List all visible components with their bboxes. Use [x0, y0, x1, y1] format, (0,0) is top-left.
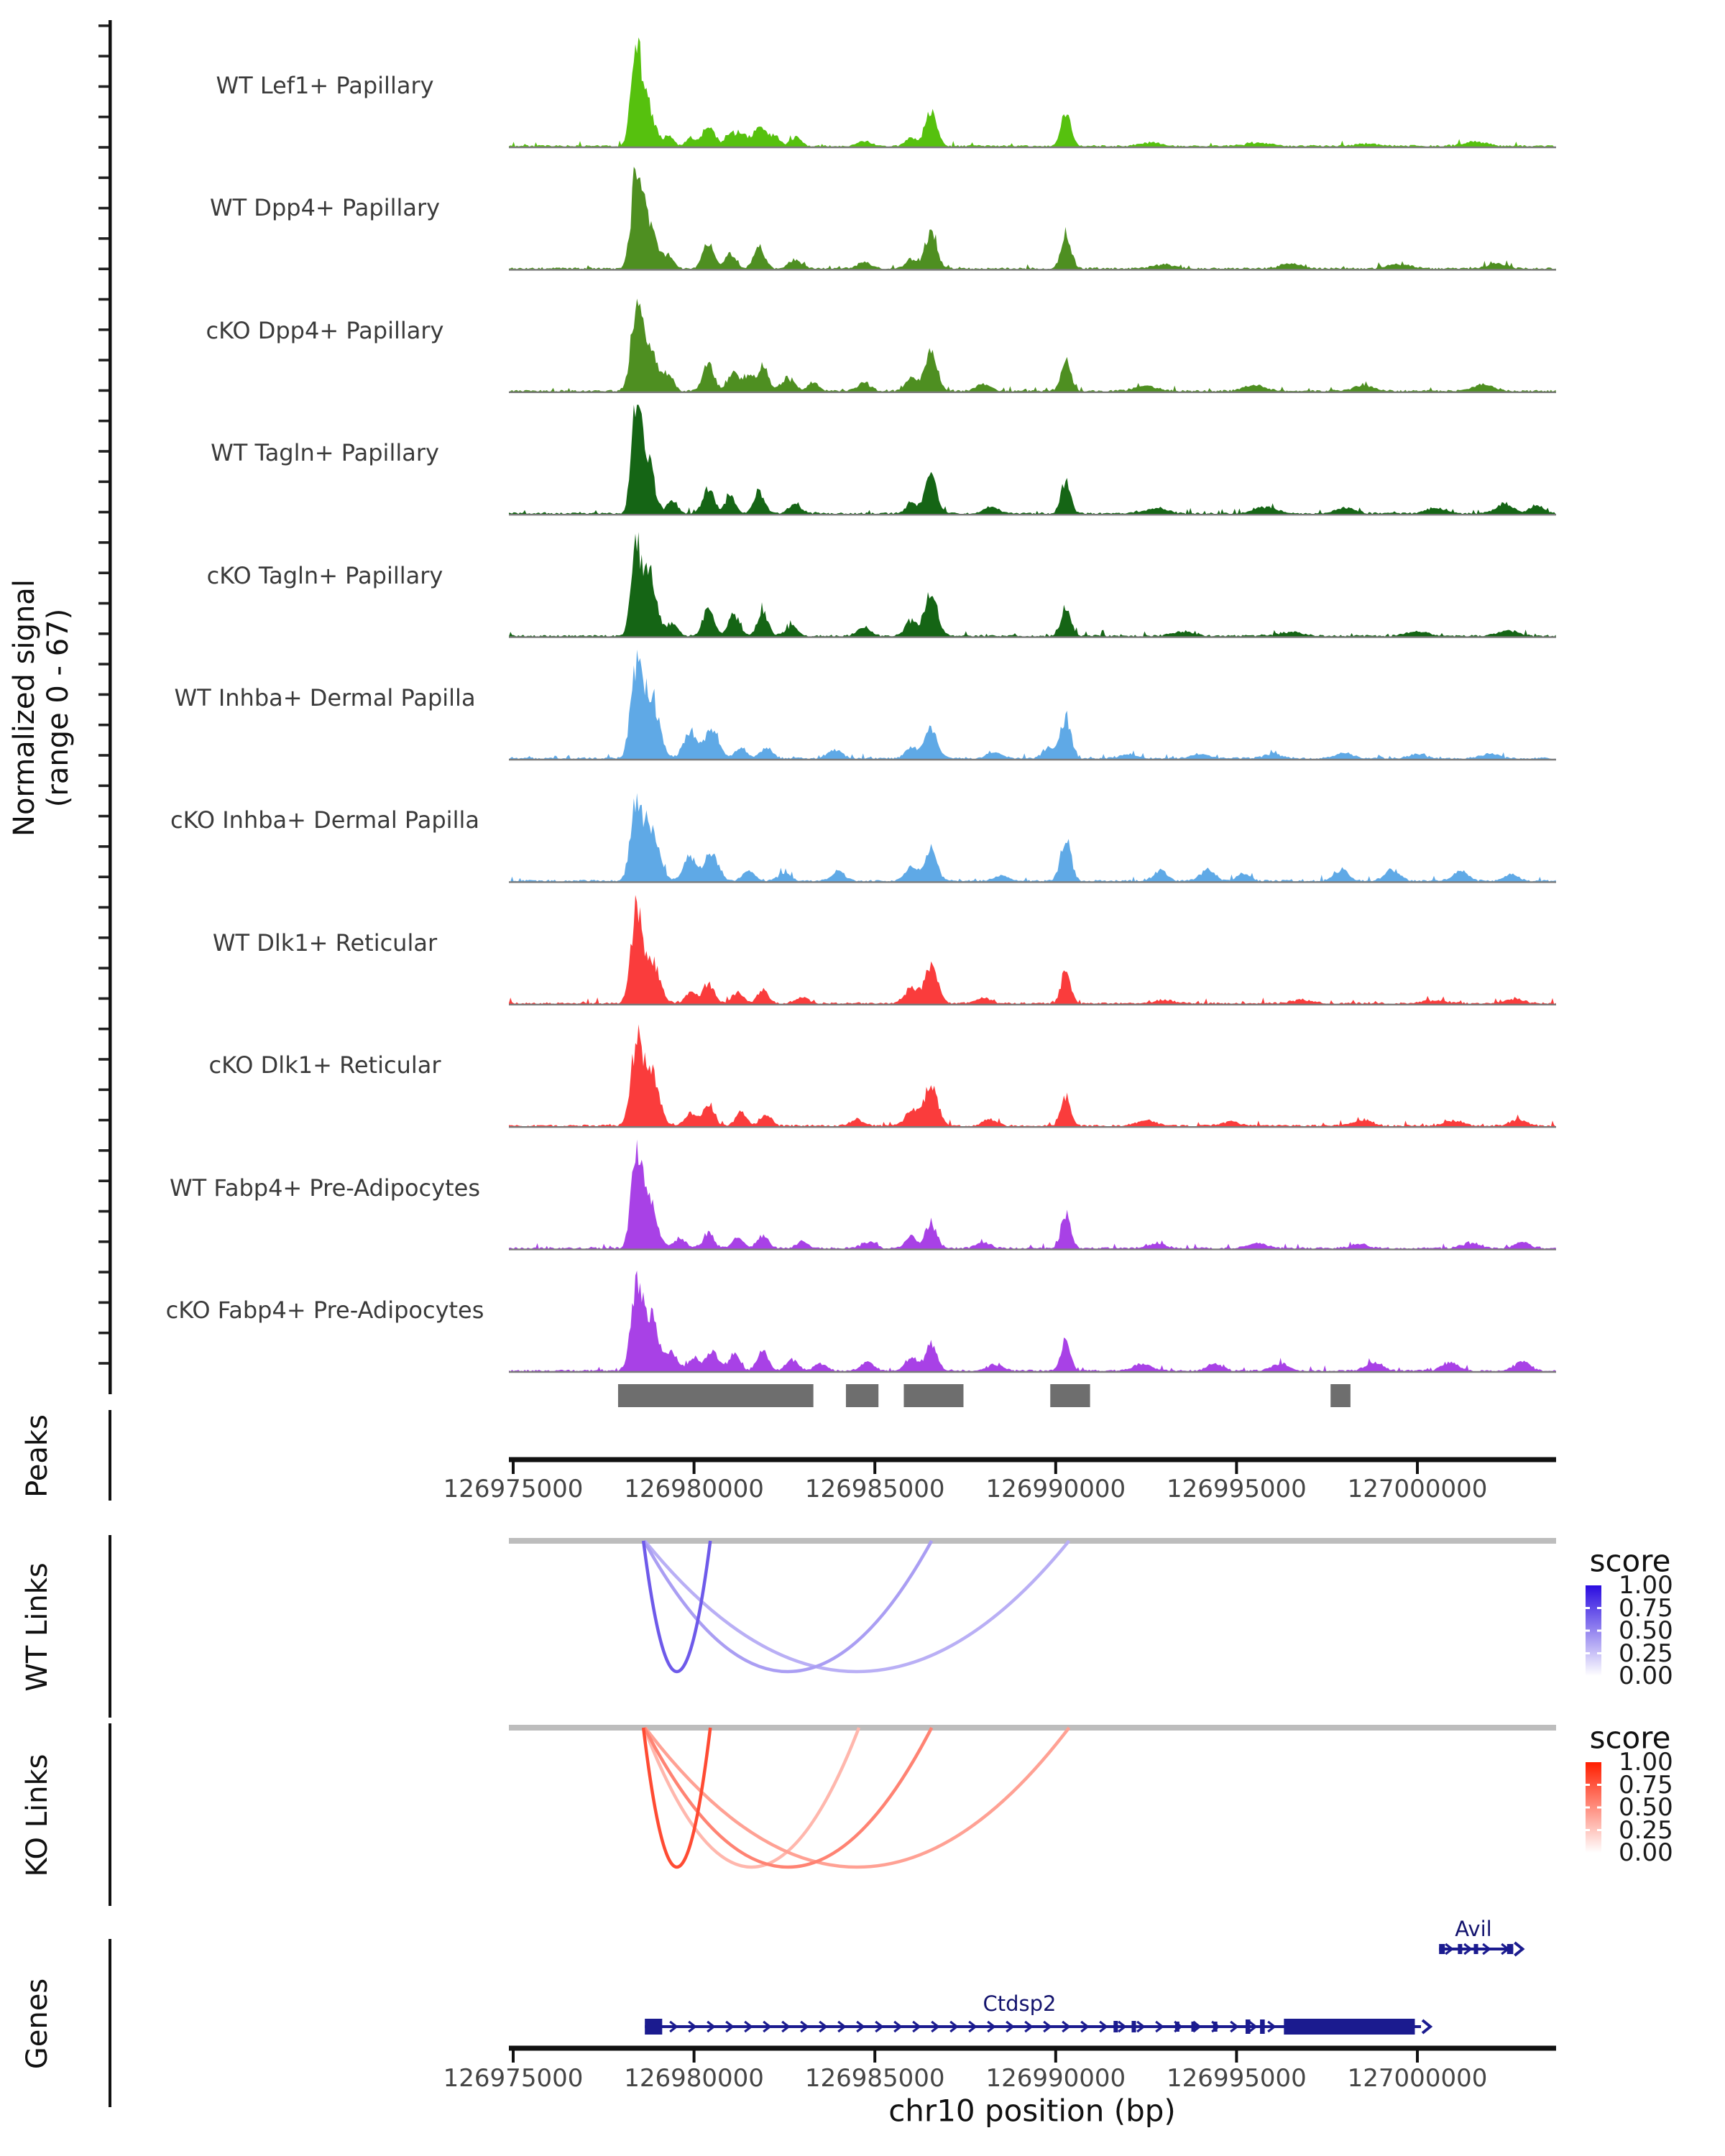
signal-axis-tick	[98, 694, 109, 696]
signal-axis-tick	[98, 55, 109, 57]
wt-score-legend-bar-tick	[1597, 1607, 1601, 1609]
signal-axis-title-line2: (range 0 - 67)	[42, 608, 75, 808]
signal-axis-tick	[98, 998, 109, 1000]
peak-interval	[1050, 1384, 1090, 1407]
genome-axis-tick	[512, 1462, 515, 1474]
signal-track-area	[509, 793, 1556, 883]
signal-axis-title-line1: Normalized signal	[7, 579, 41, 837]
wt-score-legend-bar-tick	[1586, 1652, 1590, 1654]
ko-link-baseline	[509, 1725, 1556, 1731]
wt-score-legend-bar-tick	[1597, 1652, 1601, 1654]
ko-score-legend-bar-tick	[1597, 1829, 1601, 1831]
signal-axis-tick	[98, 390, 109, 392]
ko-score-legend-tick-label: 0.75	[1619, 1770, 1673, 1800]
wt-score-legend-tick-label: 0.50	[1619, 1616, 1673, 1645]
genome-axis-tick	[1416, 1462, 1419, 1474]
signal-track-area	[509, 37, 1556, 147]
signal-axis-tick	[98, 845, 109, 848]
wt-score-legend-title: score	[1589, 1543, 1671, 1579]
signal-axis-tick	[98, 116, 109, 119]
signal-axis-tick	[98, 1240, 109, 1243]
signal-axis-tick	[98, 541, 109, 544]
genome-axis-tick-label: 126975000	[443, 2064, 584, 2093]
signal-axis-tick	[98, 906, 109, 909]
wt-link-arc	[643, 1541, 710, 1672]
gene-exon	[1458, 1944, 1462, 1954]
signal-track-area	[509, 1024, 1556, 1127]
genome-axis-tick	[1235, 1462, 1238, 1474]
wt-score-legend-bar-tick	[1586, 1630, 1590, 1632]
signal-track-area	[509, 405, 1556, 515]
ko-score-legend-bar-tick	[1597, 1807, 1601, 1809]
genome-axis-tick	[693, 2050, 696, 2063]
genome-axis-tick-label: 127000000	[1347, 2064, 1488, 2093]
signal-axis-tick	[98, 1179, 109, 1182]
signal-axis-tick	[98, 420, 109, 423]
x-axis-title: chr10 position (bp)	[888, 2093, 1176, 2129]
gene-exon	[1284, 2019, 1414, 2035]
signal-axis-tick	[98, 359, 109, 361]
signal-axis-tick	[98, 602, 109, 605]
signal-axis-tick	[98, 1058, 109, 1061]
wt-score-legend-tick-label: 0.00	[1619, 1662, 1673, 1690]
signal-track-area	[509, 650, 1556, 760]
genome-axis-tick-label: 127000000	[1347, 1475, 1488, 1503]
signal-track-area	[509, 532, 1556, 637]
ko-score-legend-tick-label: 0.00	[1619, 1838, 1673, 1867]
wt-score-legend-tick-label: 0.75	[1619, 1593, 1673, 1623]
track-label: cKO Inhba+ Dermal Papilla	[170, 806, 479, 834]
signal-axis-title	[8, 579, 75, 837]
gene-end-arrowhead	[1514, 1943, 1522, 1955]
signal-axis-tick	[98, 146, 109, 149]
ko-score-legend-tick-label: 0.25	[1619, 1815, 1673, 1845]
signal-axis-tick	[98, 1149, 109, 1152]
peak-interval	[1330, 1384, 1351, 1407]
ko-score-legend-bar-tick	[1586, 1829, 1590, 1831]
track-label: WT Inhba+ Dermal Papilla	[174, 684, 476, 711]
signal-axis-tick	[98, 936, 109, 939]
signal-axis-tick	[98, 298, 109, 301]
genes-bracket	[109, 1939, 111, 2107]
signal-axis-tick	[98, 450, 109, 453]
genome-axis-tick-label: 126985000	[804, 1475, 945, 1503]
signal-axis-tick	[98, 177, 109, 180]
signal-axis-tick	[98, 785, 109, 788]
ko-score-legend-title: score	[1589, 1720, 1671, 1756]
signal-axis-tick	[98, 1362, 109, 1365]
ko-links-panel-label: KO Links	[21, 1754, 54, 1877]
track-label: WT Lef1+ Papillary	[216, 72, 434, 99]
wt-score-legend-bar-tick	[1597, 1630, 1601, 1632]
gene-exon	[1131, 2021, 1136, 2032]
gene-exon	[1113, 2021, 1118, 2032]
signal-axis-tick	[98, 967, 109, 969]
genome-axis-tick	[1054, 2050, 1057, 2063]
wt-link-baseline	[509, 1538, 1556, 1544]
track-label: WT Fabp4+ Pre-Adipocytes	[170, 1174, 480, 1202]
wt-links-bracket	[109, 1535, 111, 1718]
gene-end-arrowhead	[1422, 2020, 1430, 2033]
ko-link-arc	[644, 1728, 859, 1867]
genome-axis-tick-label: 126995000	[1167, 2064, 1307, 2093]
signal-axis-line	[109, 20, 112, 1394]
genome-axis-tick	[1235, 2050, 1238, 2063]
genome-axis-tick	[1416, 2050, 1419, 2063]
gene-exon	[1213, 2022, 1218, 2032]
gene-label: Avil	[1455, 1917, 1492, 1941]
track-label: cKO Dpp4+ Papillary	[206, 316, 444, 344]
gene-exon	[645, 2019, 662, 2035]
track-label: WT Tagln+ Papillary	[211, 439, 439, 467]
genome-axis-tick-label: 126980000	[624, 2064, 764, 2093]
gene-exon	[1192, 2022, 1196, 2032]
ko-score-legend-bar-tick	[1586, 1784, 1590, 1786]
wt-links-panel-label: WT Links	[21, 1562, 54, 1692]
signal-axis-tick	[98, 328, 109, 331]
signal-axis-tick	[98, 237, 109, 240]
signal-axis-tick	[98, 1089, 109, 1092]
peaks-panel-label: Peaks	[21, 1414, 54, 1498]
ko-score-legend-tick-label: 1.00	[1619, 1748, 1673, 1777]
genome-axis-tick	[1054, 1462, 1057, 1474]
genome-axis-tick	[512, 2050, 515, 2063]
genome-axis-tick	[693, 1462, 696, 1474]
gene-exon	[1473, 1944, 1478, 1954]
genome-axis-tick-label: 126995000	[1167, 1475, 1307, 1503]
genome-axis-tick	[873, 2050, 876, 2063]
signal-axis-tick	[98, 632, 109, 635]
ko-links-bracket	[109, 1723, 111, 1906]
genes-panel-label: Genes	[21, 1978, 54, 2070]
signal-track-area	[509, 895, 1556, 1005]
signal-axis-tick	[98, 24, 109, 27]
peak-interval	[846, 1384, 878, 1407]
signal-track-area	[509, 1140, 1556, 1250]
signal-axis-tick	[98, 724, 109, 727]
peak-interval	[618, 1384, 814, 1407]
genome-axis-tick-label: 126985000	[804, 2064, 945, 2093]
ko-score-legend-bar-tick	[1586, 1807, 1590, 1809]
track-label: cKO Dlk1+ Reticular	[208, 1051, 441, 1079]
peak-interval	[903, 1384, 963, 1407]
genome-axis-tick-label: 126975000	[443, 1475, 584, 1503]
gene-exon	[1246, 2019, 1251, 2034]
signal-track-area	[509, 1271, 1556, 1372]
track-label: cKO Fabp4+ Pre-Adipocytes	[165, 1296, 484, 1324]
signal-axis-tick	[98, 207, 109, 210]
gene-exon	[1439, 1944, 1445, 1954]
gene-exon	[1507, 1944, 1514, 1954]
signal-axis-tick	[98, 1302, 109, 1304]
genome-axis-tick-label: 126990000	[985, 1475, 1126, 1503]
wt-score-legend-bar-tick	[1586, 1607, 1590, 1609]
signal-track-area	[509, 167, 1556, 270]
signal-axis-tick	[98, 267, 109, 270]
genome-axis-tick-label: 126990000	[985, 2064, 1126, 2093]
signal-track-area	[509, 299, 1556, 392]
signal-axis-tick	[98, 815, 109, 818]
signal-axis-tick	[98, 481, 109, 484]
signal-axis-tick	[98, 875, 109, 878]
track-label: WT Dpp4+ Papillary	[209, 194, 441, 222]
signal-axis-tick	[98, 571, 109, 574]
gene-label: Ctdsp2	[983, 1991, 1057, 2016]
signal-axis-tick	[98, 1332, 109, 1335]
wt-score-legend-tick-label: 0.25	[1619, 1639, 1673, 1668]
ko-score-legend-bar-tick	[1597, 1784, 1601, 1786]
signal-axis-tick	[98, 86, 109, 88]
track-label: cKO Tagln+ Papillary	[206, 561, 443, 589]
genome-axis-tick	[873, 1462, 876, 1474]
ko-link-arc	[645, 1728, 932, 1867]
signal-axis-tick	[98, 511, 109, 514]
track-label: WT Dlk1+ Reticular	[212, 929, 438, 957]
signal-axis-tick	[98, 1210, 109, 1213]
gene-exon	[1260, 2019, 1265, 2034]
signal-axis-tick	[98, 754, 109, 757]
signal-axis-tick	[98, 1271, 109, 1273]
genome-axis-line	[509, 2046, 1556, 2051]
wt-score-legend-tick-label: 1.00	[1619, 1571, 1673, 1600]
wt-link-arc	[644, 1541, 932, 1672]
genome-axis-tick-label: 126980000	[624, 1475, 764, 1503]
genome-axis-line	[509, 1457, 1556, 1462]
ko-score-legend-tick-label: 0.50	[1619, 1793, 1673, 1822]
signal-axis-tick	[98, 663, 109, 665]
signal-axis-tick	[98, 1028, 109, 1031]
signal-axis-tick	[98, 1119, 109, 1122]
gene-exon	[1175, 2022, 1179, 2032]
peaks-bracket	[109, 1410, 111, 1501]
